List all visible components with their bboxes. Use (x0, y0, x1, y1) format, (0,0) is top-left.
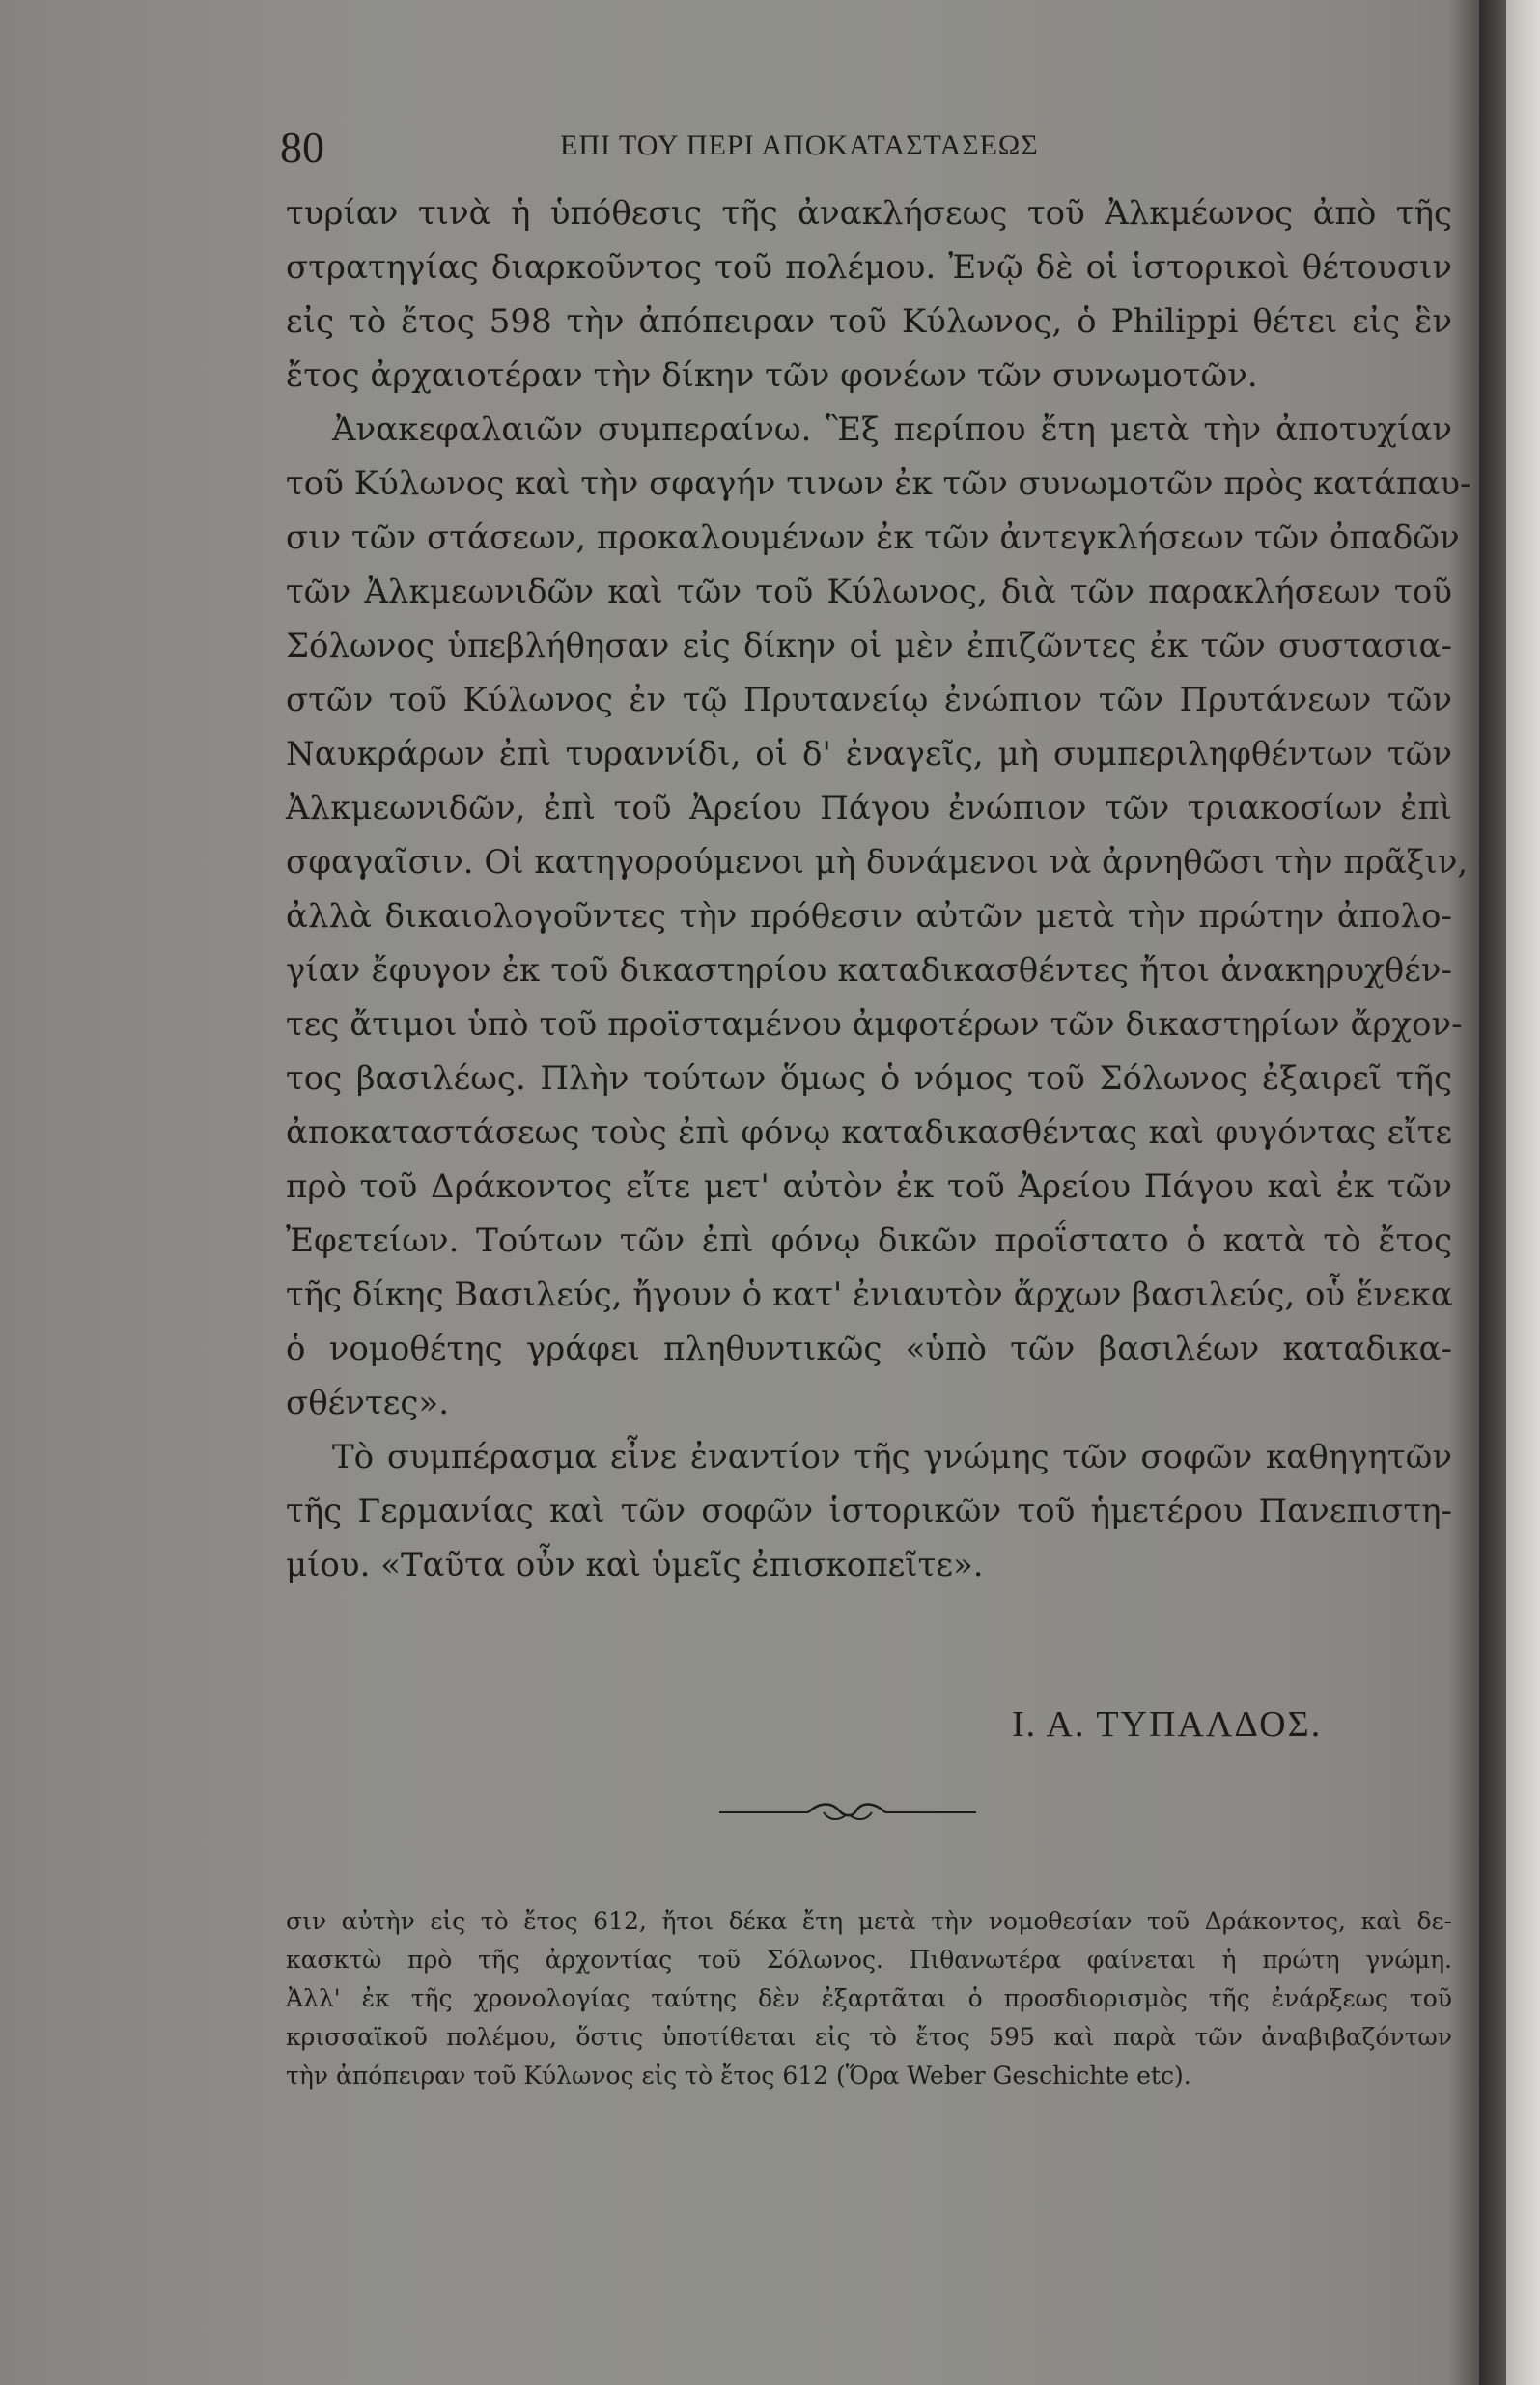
text-line: ἔτος ἀρχαιοτέραν τὴν δίκην τῶν φονέων τῶν συνωμοτῶν. (286, 356, 1258, 395)
author-signature: Ι. Α. ΤΥΠΑΛΔΟΣ. (1012, 1704, 1323, 1745)
text-line: ἀποκαταστάσεως τοὺς ἐπὶ φόνῳ καταδικασθέντας καὶ φυγόντας εἴτε (286, 1113, 1452, 1152)
footnote (286, 1902, 1452, 2095)
text-line: Ἐφετείων. Τούτων τῶν ἐπὶ φόνῳ δικῶν προΐστατο ὁ κατὰ τὸ ἔτος (286, 1221, 1452, 1260)
ornamental-divider (719, 1798, 976, 1827)
footnote-line: Ἀλλ' ἐκ τῆς χρονολογίας ταύτης δὲν ἐξαρτᾶται ὁ προσδιορισμὸς τῆς ἐνάρξεως τοῦ (286, 1984, 1452, 2012)
text-line: Ναυκράρων ἐπὶ τυραννίδι, οἱ δ' ἐναγεῖς, μὴ συμπεριληφθέντων τῶν (286, 735, 1452, 773)
text-line: Ἀλκμεωνιδῶν, ἐπὶ τοῦ Ἀρείου Πάγου ἐνώπιον τῶν τριακοσίων ἐπὶ (286, 789, 1452, 828)
text-line: στῶν τοῦ Κύλωνος ἐν τῷ Πρυτανείῳ ἐνώπιον τῶν Πρυτάνεων τῶν (286, 681, 1452, 719)
text-line: τυρίαν τινὰ ἡ ὑπόθεσις τῆς ἀνακλήσεως τοῦ Ἀλκμέωνος ἀπὸ τῆς (286, 194, 1452, 233)
text-line: μίου. «Ταῦτα οὖν καὶ ὑμεῖς ἐπισκοπεῖτε». (286, 1546, 984, 1585)
text-line: τοῦ Κύλωνος καὶ τὴν σφαγήν τινων ἐκ τῶν συνωμοτῶν πρὸς κατάπαυ- (286, 464, 1471, 503)
running-title: ΕΠΙ ΤΟΥ ΠΕΡΙ ΑΠΟΚΑΤΑΣΤΑΣΕΩΣ (560, 129, 1039, 161)
text-line: σιν τῶν στάσεων, προκαλουμένων ἐκ τῶν ἀντεγκλήσεων τῶν ὀπαδῶν (286, 519, 1460, 557)
text-line: τῶν Ἀλκμεωνιδῶν καὶ τῶν τοῦ Κύλωνος, διὰ τῶν παρακλήσεων τοῦ (286, 573, 1452, 611)
text-line: Σόλωνος ὑπεβλήθησαν εἰς δίκην οἱ μὲν ἐπιζῶντες ἐκ τῶν συστασια- (286, 627, 1452, 665)
book-gutter-shadow (1479, 0, 1506, 2385)
text-line: τῆς δίκης Βασιλεύς, ἤγουν ὁ κατ' ἐνιαυτὸν ἄρχων βασιλεύς, οὗ ἕνεκα (286, 1276, 1453, 1314)
text-line: ὁ νομοθέτης γράφει πληθυντικῶς «ὑπὸ τῶν βασιλέων καταδικα- (286, 1330, 1452, 1368)
text-line: τῆς Γερμανίας καὶ τῶν σοφῶν ἱστορικῶν τοῦ ἡμετέρου Πανεπιστη- (286, 1492, 1452, 1530)
page-number: 80 (280, 123, 324, 172)
text-line: ἀλλὰ δικαιολογοῦντες τὴν πρόθεσιν αὐτῶν μετὰ τὴν πρώτην ἀπολο- (286, 897, 1452, 936)
page-edge (1506, 0, 1540, 2385)
text-line: πρὸ τοῦ Δράκοντος εἴτε μετ' αὐτὸν ἐκ τοῦ Ἀρείου Πάγου καὶ ἐκ τῶν (286, 1167, 1452, 1206)
footnote-line: κασκτὼ πρὸ τῆς ἀρχοντίας τοῦ Σόλωνος. Πιθανωτέρα φαίνεται ἡ πρώτη γνώμη. (286, 1946, 1452, 1974)
text-line: γίαν ἔφυγον ἐκ τοῦ δικαστηρίου καταδικασθέντες ἤτοι ἀνακηρυχθέν- (286, 951, 1452, 990)
text-line: τος βασιλέως. Πλὴν τούτων ὅμως ὁ νόμος τοῦ Σόλωνος ἐξαιρεῖ τῆς (286, 1059, 1452, 1098)
text-line: εἰς τὸ ἔτος 598 τὴν ἀπόπειραν τοῦ Κύλωνος, ὁ Philippi θέτει εἰς ἓν (286, 302, 1452, 341)
footnote-line: κρισσαϊκοῦ πολέμου, ὅστις ὑποτίθεται εἰς τὸ ἔτος 595 καὶ παρὰ τῶν ἀναβιβαζόντων (286, 2023, 1452, 2051)
footnote-line: σιν αὐτὴν εἰς τὸ ἔτος 612, ἤτοι δέκα ἔτη μετὰ τὴν νομοθεσίαν τοῦ Δράκοντος, καὶ δε- (286, 1907, 1452, 1935)
text-line: σθέντες». (286, 1384, 450, 1422)
text-line: Ἀνακεφαλαιῶν συμπεραίνω. Ἓξ περίπου ἔτη μετὰ τὴν ἀποτυχίαν (332, 410, 1452, 449)
running-head (280, 122, 1458, 180)
text-line: σφαγαῖσιν. Οἱ κατηγορούμενοι μὴ δυνάμενοι νὰ ἀρνηθῶσι τὴν πρᾶξιν, (286, 843, 1469, 882)
text-line: τες ἄτιμοι ὑπὸ τοῦ προϊσταμένου ἀμφοτέρων τῶν δικαστηρίων ἄρχον- (286, 1005, 1463, 1044)
main-text (286, 186, 1471, 1592)
text-line: στρατηγίας διαρκοῦντος τοῦ πολέμου. Ἐνῷ δὲ οἱ ἱστορικοὶ θέτουσιν (286, 248, 1452, 287)
text-line: Τὸ συμπέρασμα εἶνε ἐναντίον τῆς γνώμης τῶν σοφῶν καθηγητῶν (332, 1438, 1452, 1476)
footnote-line: τὴν ἀπόπειραν τοῦ Κύλωνος εἰς τὸ ἔτος 612 (Ὅρα Weber Geschichte etc). (286, 2062, 1191, 2090)
